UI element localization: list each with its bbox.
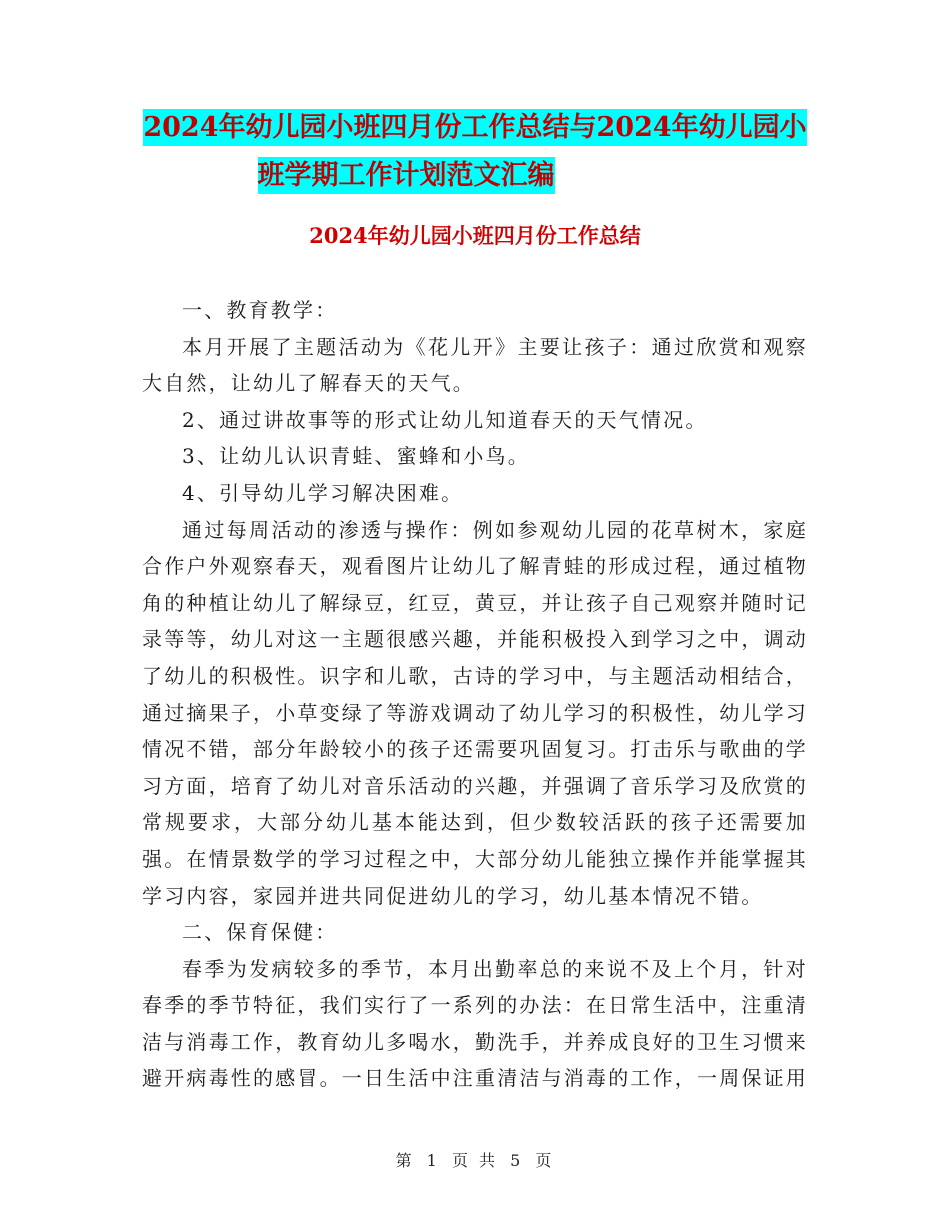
footer-prefix: 第 (395, 1151, 415, 1170)
total-pages-number: 5 (510, 1151, 524, 1170)
current-page-number: 1 (426, 1151, 440, 1170)
document-title-line-1: 2024年幼儿园小班四月份工作总结与2024年幼儿园小 (143, 109, 806, 146)
paragraph: 通过每周活动的渗透与操作：例如参观幼儿园的花草树木，家庭合作户外观察春天，观看图片让幼儿了解青蛙的形成过程，通过植物角的种植让幼儿了解绿豆，红豆，黄豆，并让孩子自己观察并随时记录等等，幼儿对这一主题很感兴趣，并能积极投入到学习之中，调动了幼儿的积极性。识字和儿歌，古诗的学习中，与主题活动相结合，通过摘果子，小草变绿了等游戏调动了幼儿学习的积极性，幼儿学习情况不错，部分年龄较小的孩子还需要巩固复习。打击乐与歌曲的学习方面，培育了幼儿对音乐活动的兴趣，并强调了音乐学习及欣赏的常规要求，大部分幼儿基本能达到，但少数较活跃的孩子还需要加强。在情景数学的学习过程之中，大部分幼儿能独立操作并能掌握其学习内容，家园并进共同促进幼儿的学习，幼儿基本情况不错。 (142, 517, 808, 908)
document-title-line-2: 班学期工作计划范文汇编 (258, 157, 555, 194)
document-title (0, 104, 950, 200)
paragraph: 4、引导幼儿学习解决困难。 (182, 480, 464, 505)
section-title: 2024年幼儿园小班四月份工作总结 (309, 223, 641, 248)
footer-suffix: 页 (535, 1151, 555, 1170)
document-body (142, 292, 808, 1097)
paragraph: 二、保育保健： (182, 920, 338, 945)
page-footer (0, 1148, 950, 1171)
paragraph: 本月开展了主题活动为《花儿开》主要让孩子：通过欣赏和观察大自然，让幼儿了解春天的天气。 (142, 334, 808, 396)
paragraph: 春季为发病较多的季节，本月出勤率总的来说不及上个月，针对春季的季节特征，我们实行了一系列的办法：在日常生活中，注重清洁与消毒工作，教育幼儿多喝水，勤洗手，并养成良好的卫生习惯来避开病毒性的感冒。一日生活中注重清洁与消毒的工作，一周保证用 (142, 956, 808, 1091)
footer-middle: 页 共 (451, 1151, 499, 1170)
paragraph: 3、让幼儿认识青蛙、蜜蜂和小鸟。 (182, 444, 530, 469)
paragraph: 一、教育教学： (182, 298, 338, 322)
paragraph: 2、通过讲故事等的形式让幼儿知道春天的天气情况。 (182, 407, 708, 432)
